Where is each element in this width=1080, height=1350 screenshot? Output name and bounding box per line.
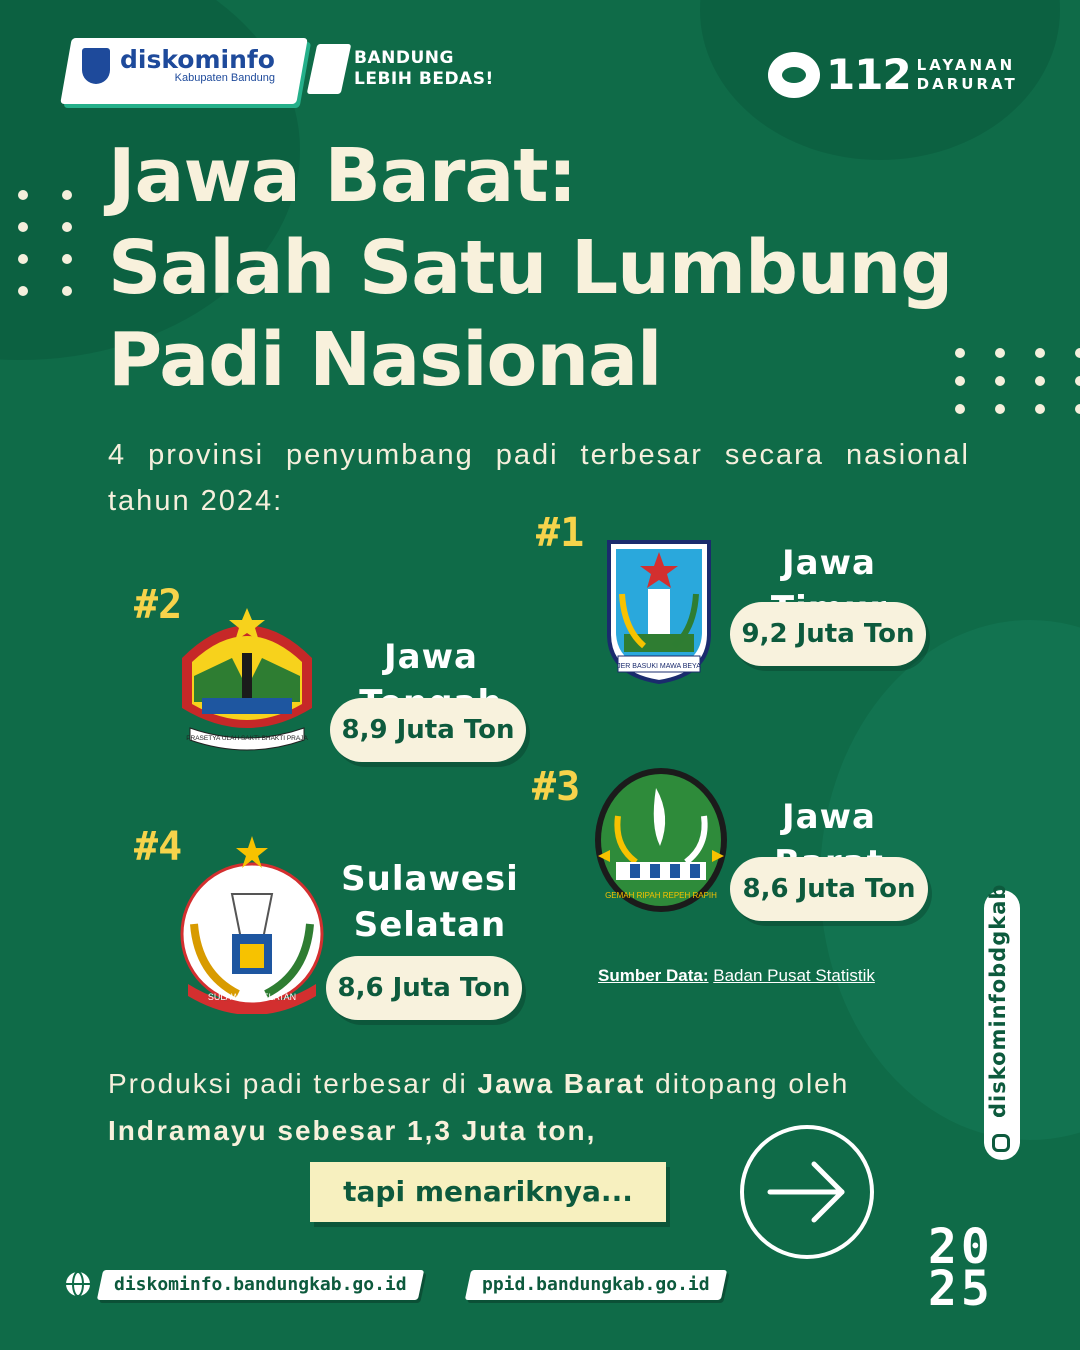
svg-text:PRASETYA ULAH SAKTI BHAKTI PRA: PRASETYA ULAH SAKTI BHAKTI PRAJA [186,735,308,742]
province-name-jawa-barat: Jawa [782,797,876,837]
title-line3: Padi Nasional [108,317,662,403]
arrow-right-icon [744,1129,870,1255]
para-bold1: Jawa Barat [477,1068,646,1099]
diskominfo-logo [82,45,275,84]
slogan-logo [312,44,494,94]
globe-icon [64,1270,92,1298]
value-pill-jawa-barat: 8,6 Juta Ton [730,857,928,921]
shield-icon [82,48,110,84]
emergency-line2: DARURAT [916,74,1018,93]
emergency-service [768,50,1018,99]
year-top: 20 [928,1219,994,1275]
province-name-jawa-tengah: Jawa [384,637,478,677]
next-slide-button[interactable] [740,1125,874,1259]
value-pill-jawa-tengah: 8,9 Juta Ton [330,698,526,762]
jawa-barat-emblem-icon [590,766,732,916]
sulawesi-selatan-emblem-icon [178,834,326,1014]
ppid-link[interactable]: ppid.bandungkab.go.id [465,1270,727,1300]
decorative-dots [955,348,1080,414]
svg-text:SULAWESI SELATAN: SULAWESI SELATAN [207,992,297,1002]
teaser-banner: tapi menariknya... [310,1162,666,1222]
svg-text:GEMAH RIPAH REPEH RAPIH: GEMAH RIPAH REPEH RAPIH [605,891,717,900]
instagram-handle[interactable]: diskominfobdgkab [986,883,1010,1118]
rank-3: #3 [532,764,581,810]
instagram-icon [992,1134,1010,1152]
province-name-sulawesi-selatan [330,856,530,948]
value-pill-sulawesi-selatan: 8,6 Juta Ton [326,956,522,1020]
source-value: Badan Pusat Statistik [713,966,875,985]
year-bottom: 25 [928,1261,994,1317]
para-part2: ditopang oleh [645,1068,850,1099]
intro-text: 4 provinsi penyumbang padi terbesar secara nasional tahun 2024: [108,439,970,517]
rank-1: #1 [536,510,585,556]
emergency-number: 112 [826,50,911,99]
para-part1: Produksi padi terbesar di [108,1068,478,1099]
page-title [108,130,952,406]
value-pill-jawa-timur: 9,2 Juta Ton [730,602,926,666]
data-source [598,966,875,986]
brand-name: diskominfo [120,45,275,74]
para-bold2: Indramayu sebesar 1,3 Juta ton, [108,1115,597,1146]
jawa-tengah-emblem-icon [172,598,322,764]
emergency-line1: LAYANAN [916,55,1016,74]
bedas-icon [307,44,352,94]
source-label: Sumber Data: [598,966,709,985]
title-line1: Jawa Barat: [108,133,577,219]
title-line2: Salah Satu Lumbung [108,225,953,311]
slogan-line1: BANDUNG [354,48,454,68]
website-link[interactable]: diskominfo.bandungkab.go.id [97,1270,424,1300]
rank-2: #2 [134,582,183,628]
slogan-line2: LEBIH BEDAS! [354,69,494,89]
rank-4: #4 [134,824,183,870]
brand-sub: Kabupaten Bandung [174,72,275,84]
province-name-line1: Sulawesi [341,859,519,899]
province-name-line2: Selatan [353,905,507,945]
jawa-timur-emblem-icon [604,534,714,684]
svg-text:JER BASUKI MAWA BEYA: JER BASUKI MAWA BEYA [617,663,701,670]
year-mark [928,1219,994,1317]
province-name-jawa-timur: Jawa [782,543,876,583]
decorative-dots [18,190,72,296]
chat-bubble-icon [768,52,820,98]
